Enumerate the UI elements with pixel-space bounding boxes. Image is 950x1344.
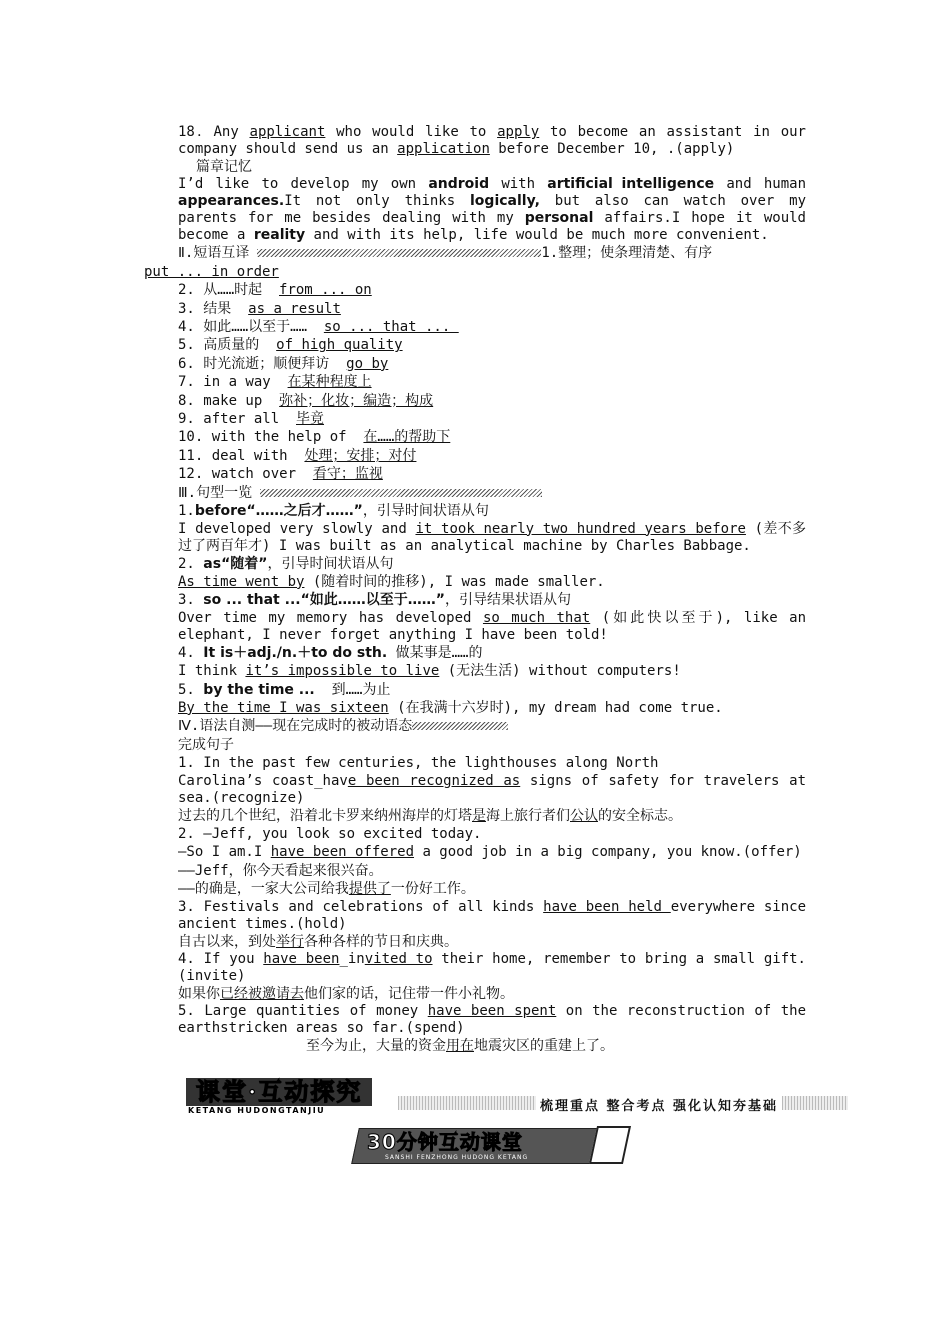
hatch-divider [260,489,542,497]
phrase-item [144,318,806,336]
grammar-q4-translation: 如果你已经被邀请去他们家的话，记住带一件小礼物。 [178,986,514,1002]
phrase-answer: 在……的帮助下 [363,429,451,446]
grammar-q5: 5. Large quantities of money have been spent on the reconstruction of the earthstricken areas so far.(spend) [178,1003,807,1037]
hatch-divider [412,722,508,730]
banner-subtitle: SANSHI FENZHONG HUDONG KETANG [385,1154,529,1161]
hatch-divider [257,249,541,257]
pattern-4-example: I think it’s impossible to live (无法生活) without computers! [178,663,681,680]
phrase-prompt: 7. in a way [178,374,288,391]
pattern-2: 2. as“随着”，引导时间状语从句 [178,555,394,572]
phrase-item [144,447,806,465]
phrase-prompt: 3. 结果 [178,300,249,317]
phrase-item [144,281,806,299]
pattern-5: 5. by the time ... 到……为止 [178,681,391,698]
grammar-q2-translation-2: ——的确是，一家大公司给我提供了一份好工作。 [178,881,475,898]
grammar-q1-line1: 1. In the past few centuries, the lighthouses along North [178,755,659,772]
phrase-item [144,336,806,354]
pattern-5-example: By the time I was sixteen (在我满十六岁时), my dream had come true. [178,699,723,716]
phrase-prompt: 5. 高质量的 [178,337,277,354]
grammar-q2-line1: 2. —Jeff, you look so excited today. [178,825,482,842]
phrase-answer: 处理；安排；对付 [304,447,417,464]
pattern-2-example: As time went by (随着时间的推移), I was made smaller. [178,573,605,590]
pattern-3: 3. so ... that ...“如此……以至于……”，引导结果状语从句 [178,592,571,609]
pattern-1-example: I developed very slowly and it took nearly two hundred years before (差不多过了两百年才) I was built as an analytical machine by Charles Babbage. [178,520,806,554]
phrase-item [144,300,806,318]
section-4-header: Ⅳ.语法自测——现在完成时的被动语态 [144,717,806,735]
pattern-3-example: Over time my memory has developed so much that (如此快以至于), like an elephant, I never forget anything I have been told! [178,609,806,643]
grammar-q5-translation: 至今为止，大量的资金用在地震灾区的重建上了。 [306,1038,614,1055]
memory-heading: 篇章记忆 [196,159,252,175]
question-18: 18．Any applicant who would like to apply to become an assistant in our company should send us an application before December 10, .(apply) [178,124,806,157]
phrase-prompt: 2. 从……时起 [178,282,280,299]
phrase-item [144,428,806,446]
phrase-answer: 在某种程度上 [287,374,372,391]
grammar-q4: 4. If you have been_invited to their home, remember to bring a small gift. (invite) [178,951,806,984]
phrase-prompt: 8. make up [178,392,280,409]
grammar-q2-translation-1: ——Jeff，你今天看起来很兴奋。 [178,862,383,879]
banner-title: 课堂·互动探究 [186,1078,372,1106]
phrase-prompt: 10. with the help of [178,429,364,446]
grammar-q1-translation: 过去的几个世纪，沿着北卡罗来纳州海岸的灯塔是海上旅行者们公认的安全标志。 [178,807,682,824]
phrase-answer-1: put ... in order [144,263,279,280]
banner-subtitle: KETANG HUDONGTANJIU [188,1106,326,1115]
section-4-subtitle: 完成句子 [178,736,234,753]
phrase-item [144,373,806,391]
phrase-item [144,465,806,483]
section-banner-30min [355,1122,627,1168]
section-3-header: Ⅲ.句型一览 [144,484,806,502]
phrase-answer: 看守；监视 [312,466,383,483]
phrase-prompt: 11. deal with [178,447,305,464]
pattern-1: 1.before“……之后才……”，引导时间状语从句 [178,503,489,520]
pattern-4: 4. It is＋adj./n.＋to do sth. 做某事是……的 [178,644,483,661]
document-body [144,124,806,1056]
phrase-answer: 毕竟 [296,411,325,428]
phrase-answer: of high quality [276,337,403,354]
memory-passage: I’d like to develop my own android with artificial intelligence and human appearances.It not only thinks logically, but also can watch over my parents for me besides dealing with my personal affairs.I hope it would become a reality and with its help, life would be much more convenient. [178,176,806,244]
phrase-answer: so ... that ... [323,319,459,336]
book-icon [589,1126,631,1164]
phrase-prompt: 9. after all [178,411,297,428]
phrase-answer: from ... on [279,282,372,299]
banner-tagline: 梳理重点 整合考点 强化认知夯基础 [536,1095,782,1114]
phrase-item [144,410,806,428]
section-2-header: Ⅱ.短语互译 1.整理；使条理清楚、有序 [178,245,713,262]
banner-title: 30分钟互动课堂 [367,1130,523,1154]
phrase-item [144,392,806,410]
phrase-answer: as a result [248,300,341,317]
phrase-item [144,355,806,373]
phrase-answer: 弥补；化妆；编造；构成 [279,392,434,409]
section-banner-ketang [178,1078,848,1116]
phrase-prompt: 6. 时光流逝；顺便拜访 [178,355,347,372]
grammar-q2-line2: —So I am.I have been offered a good job in a big company, you know.(offer) [178,844,802,861]
grammar-q3: 3. Festivals and celebrations of all kinds have been held everywhere since ancient times.(hold) [178,898,807,932]
phrase-prompt: 4. 如此……以至于…… [178,319,324,336]
phrase-prompt: 12. watch over [178,466,313,483]
phrase-answer: go by [346,355,389,372]
grammar-q3-translation: 自古以来，到处举行各种各样的节日和庆典。 [178,933,458,950]
phrase-list [144,281,806,483]
grammar-q1-body: Carolina’s coast_have been recognized as signs of safety for travelers at sea.(recognize) [178,772,806,806]
